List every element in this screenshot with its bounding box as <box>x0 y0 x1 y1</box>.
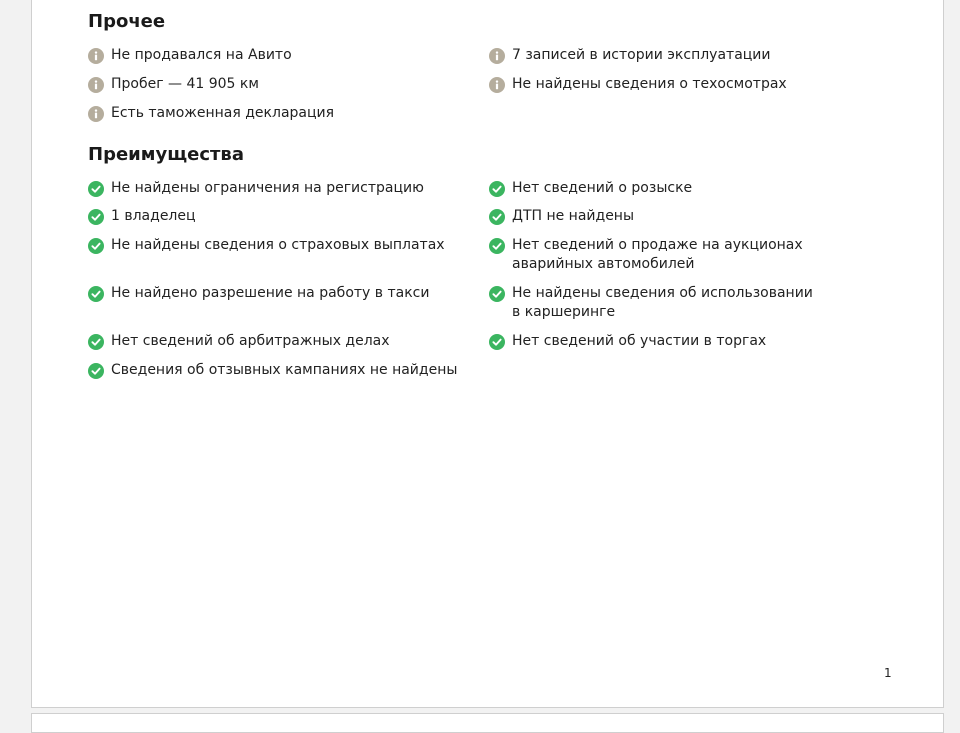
list-item-label: Не найдены сведения об использовании в каршеринге <box>512 285 813 320</box>
list-item <box>489 179 899 198</box>
list-item-label: Есть таможенная декларация <box>111 105 335 121</box>
document-page <box>31 0 944 708</box>
section-title-advantages: Преимущества <box>88 144 244 165</box>
check-icon <box>489 181 505 197</box>
list-item-label: ДТП не найдены <box>512 208 635 224</box>
list-item-label: Не найдены сведения о страховых выплатах <box>111 237 445 253</box>
list-item <box>88 46 478 65</box>
list-item-label: Не найдены сведения о техосмотрах <box>512 76 787 92</box>
check-icon <box>88 334 104 350</box>
check-icon <box>489 286 505 302</box>
list-item-label: 1 владелец <box>111 208 196 224</box>
list-item <box>88 75 478 94</box>
list-item <box>489 75 899 94</box>
next-page-edge <box>31 713 944 733</box>
list-item-label: 7 записей в истории эксплуатации <box>512 47 771 63</box>
list-item-label: Не продавался на Авито <box>111 47 292 63</box>
list-item-label: Пробег — 41 905 км <box>111 76 259 92</box>
info-icon <box>489 77 505 93</box>
list-item <box>489 46 899 65</box>
section-title-other: Прочее <box>88 11 166 32</box>
info-icon <box>489 48 505 64</box>
list-item <box>88 332 478 351</box>
list-item <box>88 284 478 303</box>
check-icon <box>489 238 505 254</box>
list-item-label: Сведения об отзывных кампаниях не найдены <box>111 362 458 378</box>
list-item <box>88 179 478 198</box>
list-item <box>489 332 899 351</box>
list-item <box>489 284 819 322</box>
check-icon <box>489 334 505 350</box>
info-icon <box>88 106 104 122</box>
list-item <box>489 207 899 226</box>
list-item <box>88 207 478 226</box>
list-item-label: Не найдены ограничения на регистрацию <box>111 180 424 196</box>
check-icon <box>88 286 104 302</box>
list-item-label: Нет сведений о продаже на аукционах аварийных автомобилей <box>512 237 803 272</box>
page-number: 1 <box>884 666 892 680</box>
list-item-label: Нет сведений об арбитражных делах <box>111 333 390 349</box>
list-item <box>489 236 869 274</box>
check-icon <box>88 238 104 254</box>
info-icon <box>88 77 104 93</box>
list-item <box>88 361 478 380</box>
list-item <box>88 236 478 255</box>
list-item-label: Нет сведений об участии в торгах <box>512 333 767 349</box>
check-icon <box>88 181 104 197</box>
list-item-label: Не найдено разрешение на работу в такси <box>111 285 430 301</box>
list-item-label: Нет сведений о розыске <box>512 180 693 196</box>
check-icon <box>88 363 104 379</box>
check-icon <box>88 209 104 225</box>
check-icon <box>489 209 505 225</box>
list-item <box>88 104 478 123</box>
info-icon <box>88 48 104 64</box>
